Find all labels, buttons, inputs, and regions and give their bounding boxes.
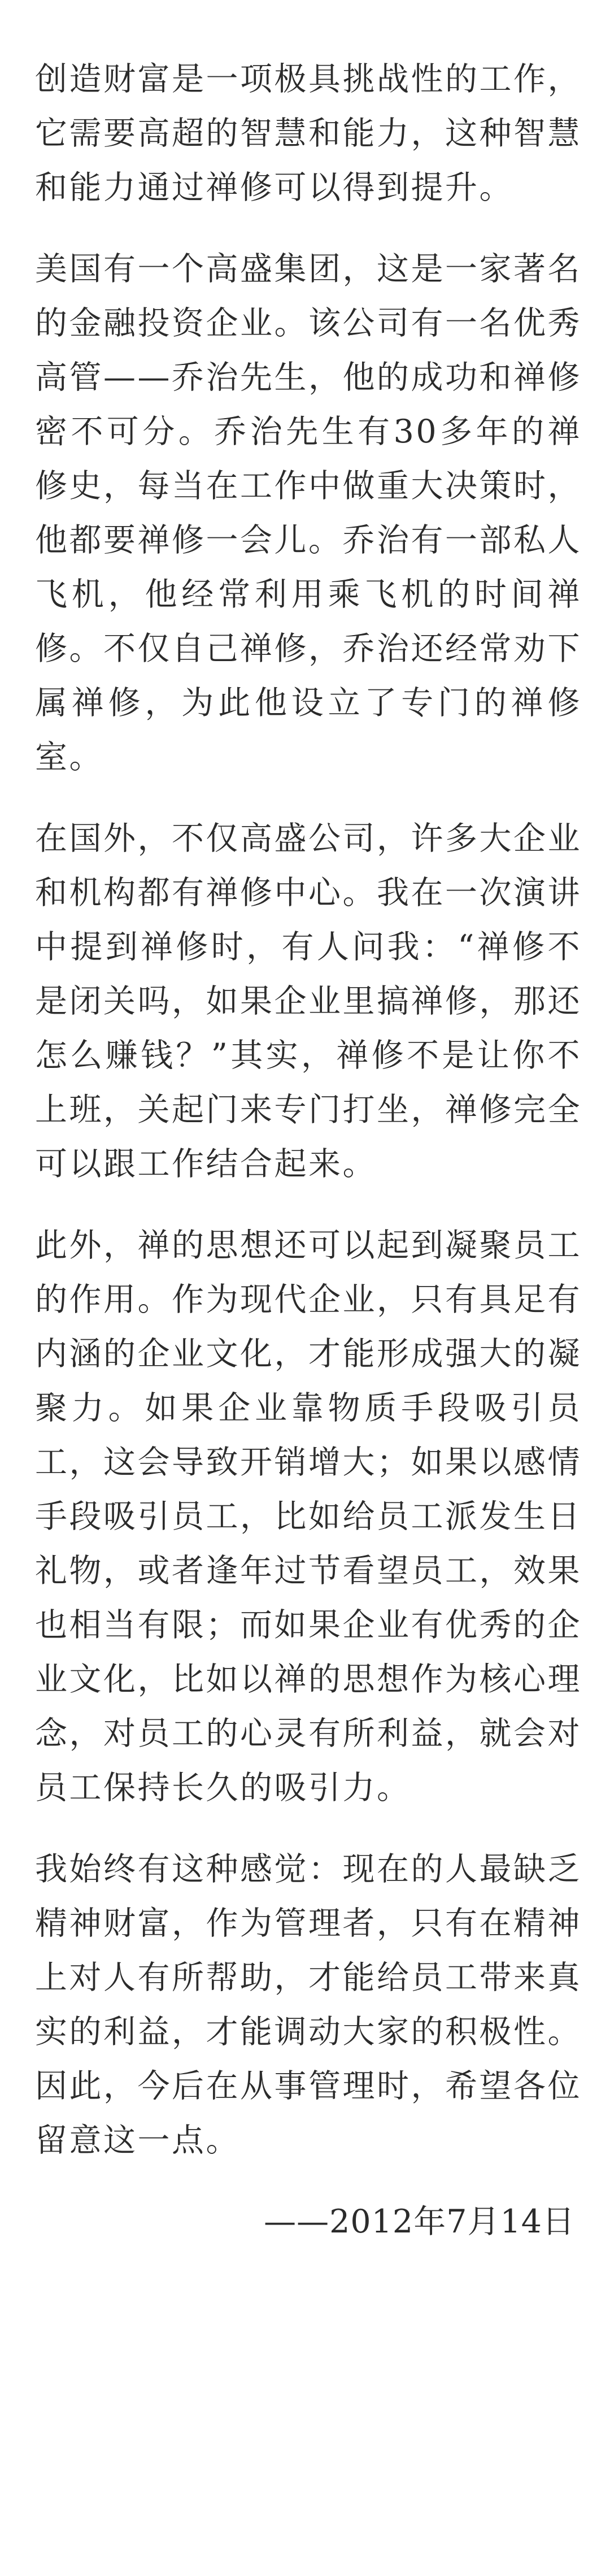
date-signature: ——2012年7月14日 xyxy=(264,2203,575,2240)
paragraph-5: 我始终有这种感觉：现在的人最缺乏精神财富，作为管理者，只有在精神上对人有所帮助，才能给员工带来真实的利益，才能调动大家的积极性。因此，今后在从事管理时，希望各位留意这一点。 xyxy=(35,1850,582,2159)
paragraph-2: 美国有一个高盛集团，这是一家著名的金融投资企业。该公司有一名优秀高管——乔治先生，他的成功和禅修密不可分。乔治先生有30多年的禅修史，每当在工作中做重大决策时，他都要禅修一会儿。乔治有一部私人飞机，他经常利用乘飞机的时间禅修。不仅自己禅修，乔治还经常劝下属禅修，为此他设立了专门的禅修室。 xyxy=(35,250,582,776)
article-body xyxy=(35,52,582,2249)
paragraph-4: 此外，禅的思想还可以起到凝聚员工的作用。作为现代企业，只有具足有内涵的企业文化，才能形成强大的凝聚力。如果企业靠物质手段吸引员工，这会导致开销增大；如果以感情手段吸引员工，比如给员工派发生日礼物，或者逢年过节看望员工，效果也相当有限；而如果企业有优秀的企业文化，比如以禅的思想作为核心理念，对员工的心灵有所利益，就会对员工保持长久的吸引力。 xyxy=(35,1227,582,1806)
paragraph-3: 在国外，不仅高盛公司，许多大企业和机构都有禅修中心。我在一次演讲中提到禅修时，有人问我：“禅修不是闭关吗，如果企业里搞禅修，那还怎么赚钱？”其实，禅修不是让你不上班，关起门来专门打坐，禅修完全可以跟工作结合起来。 xyxy=(35,820,582,1183)
paragraph-1: 创造财富是一项极具挑战性的工作，它需要高超的智慧和能力，这种智慧和能力通过禅修可以得到提升。 xyxy=(35,60,582,206)
